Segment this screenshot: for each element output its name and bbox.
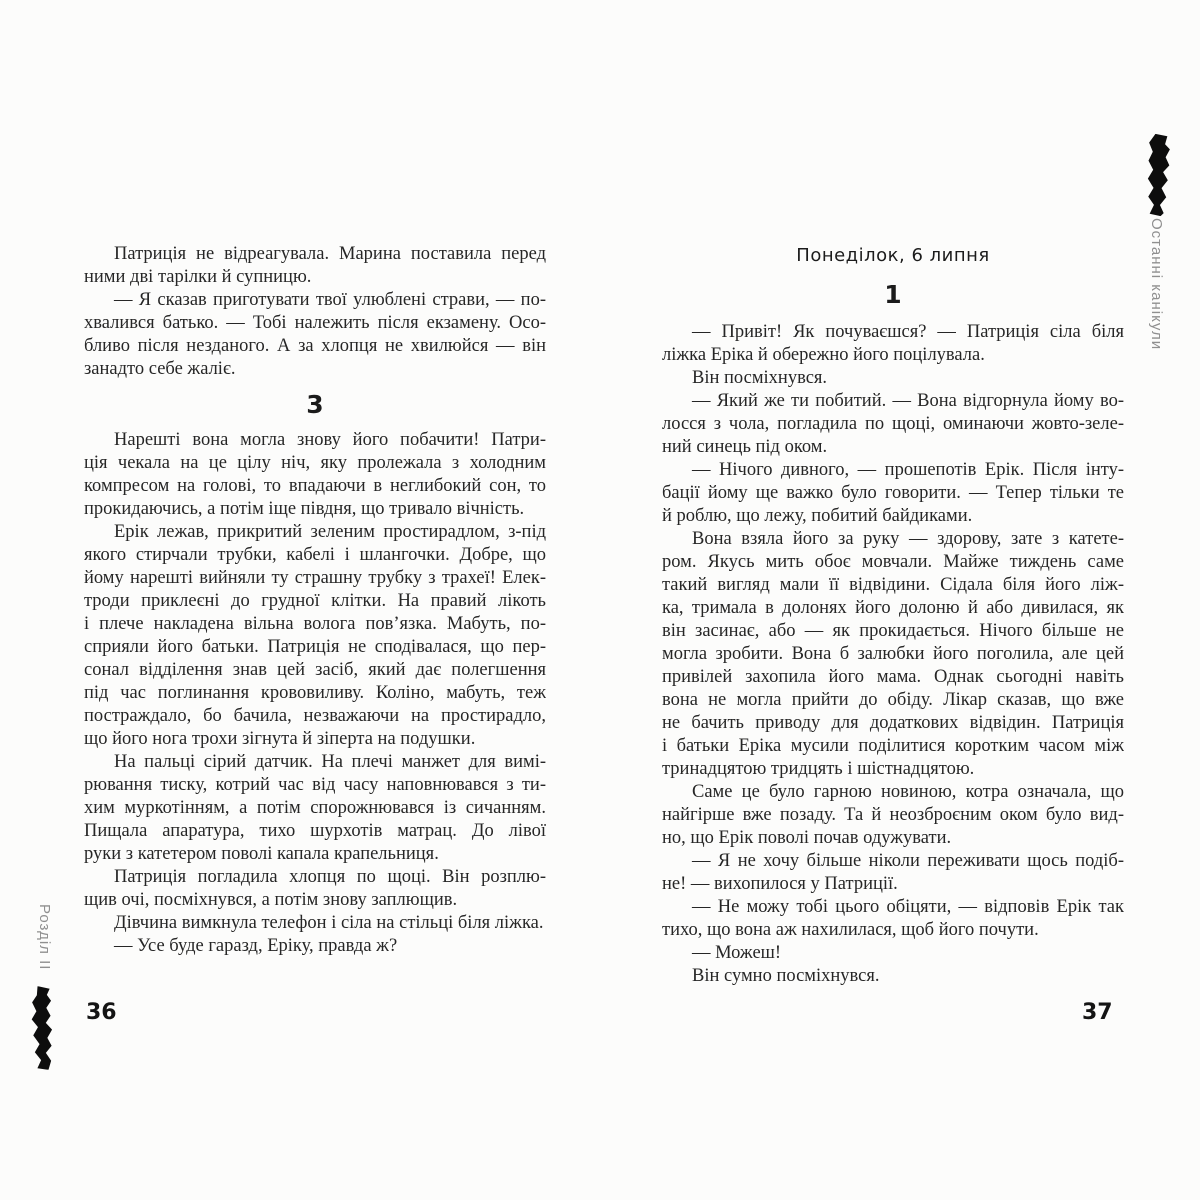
right-page-text-column bbox=[662, 243, 1124, 988]
text-line: Вона взяла його за руку — здорову, зате з катете- bbox=[692, 529, 1124, 549]
text-line: такий вигляд мали її відвідини. Сідала біля його ліж- bbox=[662, 575, 1124, 595]
text-line: — Привіт! Як почуваєшся? — Патриція сіла біля bbox=[692, 322, 1124, 342]
text-line: ліжка Еріка й обережно його поцілувала. bbox=[662, 345, 985, 365]
text-line: — Усе буде гаразд, Еріку, правда ж? bbox=[114, 936, 398, 956]
text-line: щив очі, посміхнувся, а потім знову заплющив. bbox=[84, 890, 458, 910]
text-line: і плече накладена вільна волога пов’язка. Мабуть, по- bbox=[84, 614, 546, 634]
text-line: привілей захопила його мама. Однак сьогодні навіть bbox=[662, 667, 1124, 687]
text-line: вона не могла прийти до обіду. Лікар сказав, що вже bbox=[662, 690, 1124, 710]
text-line: руки з катетером поволі капала крапельниця. bbox=[84, 844, 439, 864]
text-line: компресом на голові, то впадаючи в неглибокий сон, то bbox=[84, 476, 546, 496]
paragraph bbox=[84, 429, 546, 521]
text-line: тринадцятою тридцять і шістнадцятою. bbox=[662, 759, 975, 779]
left-margin-chapter-label: Розділ II bbox=[36, 904, 53, 971]
right-edge-ink-mark bbox=[1145, 134, 1174, 217]
paragraph bbox=[662, 390, 1124, 459]
left-page-number: 36 bbox=[86, 1000, 117, 1025]
paragraph bbox=[662, 896, 1124, 942]
text-line: якого стирчали трубки, кабелі і шлангочки. Добре, що bbox=[84, 545, 546, 565]
paragraph bbox=[662, 965, 1124, 988]
date-header: Понеділок, 6 липня bbox=[796, 245, 990, 266]
text-line: Ерік лежав, прикритий зеленим простирадлом, з-під bbox=[114, 522, 546, 542]
text-line: — Я не хочу більше ніколи переживати щось подіб- bbox=[692, 851, 1124, 871]
text-line: не бачить приводу для додаткових відвідин. Патриція bbox=[662, 713, 1124, 733]
text-line: постраждало, бо бачила, незважаючи на простирадло, bbox=[84, 706, 546, 726]
text-line: ними дві тарілки й супницю. bbox=[84, 267, 312, 287]
paragraph bbox=[662, 459, 1124, 528]
text-line: сприяли його батьки. Патриція не сподівалася, що пер- bbox=[84, 637, 546, 657]
right-margin-book-title-label: Останні канікули bbox=[1148, 218, 1165, 351]
text-line: хвалився батько. — Тобі належить після екзамену. Осо- bbox=[84, 313, 546, 333]
left-page-text-column bbox=[84, 243, 546, 958]
text-line: бливо після незданого. А за хлопця не хвилюйся — він bbox=[84, 336, 546, 356]
text-line: Нарешті вона могла знову його побачити! Патри- bbox=[114, 430, 546, 450]
text-line: занадто себе жаліє. bbox=[84, 359, 236, 379]
text-line: — Який же ти побитий. — Вона відгорнула йому во- bbox=[692, 391, 1124, 411]
text-line: лосся з чола, погладила по щоці, оминаючи жовто-зеле- bbox=[662, 414, 1124, 434]
paragraph bbox=[662, 528, 1124, 781]
paragraph bbox=[84, 521, 546, 751]
text-line: ний синець під оком. bbox=[662, 437, 828, 457]
text-line: могла зробити. Вона б залюбки його поголила, але цей bbox=[662, 644, 1124, 664]
text-line: троди приклеєні до грудної клітки. На правий лікоть bbox=[84, 591, 546, 611]
text-line: йому нарешті вийняли ту страшну трубку з трахеї! Елек- bbox=[84, 568, 546, 588]
paragraph bbox=[84, 289, 546, 381]
section-number: 3 bbox=[306, 390, 324, 419]
paragraph bbox=[662, 781, 1124, 850]
text-line: під час поглинання крововиливу. Коліно, мабуть, теж bbox=[84, 683, 546, 703]
text-line: він засинає, або — як прокидається. Нічого більше не bbox=[662, 621, 1124, 641]
text-line: — Я сказав приготувати твої улюблені страви, — по- bbox=[114, 290, 546, 310]
paragraph bbox=[662, 367, 1124, 390]
paragraph bbox=[84, 935, 546, 958]
paragraph bbox=[662, 321, 1124, 367]
left-edge-ink-mark bbox=[29, 986, 58, 1071]
text-line: сонал відділення знав цей засіб, який дає полегшення bbox=[84, 660, 546, 680]
text-line: не! — вихопилося у Патриції. bbox=[662, 874, 898, 894]
text-line: Дівчина вимкнула телефон і сіла на стільці біля ліжка. bbox=[114, 913, 544, 933]
text-line: Він посміхнувся. bbox=[692, 368, 828, 388]
text-line: Саме це було гарною новиною, котра означала, що bbox=[692, 782, 1124, 802]
section-number: 1 bbox=[884, 280, 902, 309]
text-line: На пальці сірий датчик. На плечі манжет для вимі- bbox=[114, 752, 546, 772]
text-line: найгірше вже позаду. Та й неозброєним оком було вид- bbox=[662, 805, 1124, 825]
text-line: прокидаючись, а потім іще півдня, що тривало вічність. bbox=[84, 499, 525, 519]
text-line: що його нога трохи зігнута й зіперта на подушки. bbox=[84, 729, 476, 749]
text-line: ром. Якусь мить обоє мовчали. Майже тиждень саме bbox=[662, 552, 1124, 572]
paragraph bbox=[84, 243, 546, 289]
text-line: Він сумно посміхнувся. bbox=[692, 966, 880, 986]
text-line: — Нічого дивного, — прошепотів Ерік. Після інту- bbox=[692, 460, 1124, 480]
text-line: ція чекала на це цілу ніч, яку пролежала з холодним bbox=[84, 453, 546, 473]
text-line: рювання тиску, котрий час від часу наповнювався з ти- bbox=[84, 775, 546, 795]
text-line: бації йому ще важко було говорити. — Тепер тільки те bbox=[662, 483, 1124, 503]
paragraph bbox=[84, 912, 546, 935]
text-line: і батьки Еріка мусили поділитися коротким часом між bbox=[662, 736, 1124, 756]
text-line: — Можеш! bbox=[692, 943, 782, 963]
text-line: Патриція погладила хлопця по щоці. Він розплю- bbox=[114, 867, 546, 887]
text-line: хим муркотінням, а потім спорожнювався із сичанням. bbox=[84, 798, 546, 818]
text-line: Патриція не відреагувала. Марина поставила перед bbox=[114, 244, 546, 264]
text-line: ка, тримала в долонях його долоню й або дивилася, як bbox=[662, 598, 1124, 618]
paragraph bbox=[84, 751, 546, 866]
text-line: но, що Ерік поволі почав одужувати. bbox=[662, 828, 952, 848]
text-line: — Не можу тобі цього обіцяти, — відповів Ерік так bbox=[692, 897, 1124, 917]
right-page-number: 37 bbox=[1082, 1000, 1113, 1025]
text-line: тихо, що вона аж нахилилася, щоб його почути. bbox=[662, 920, 1039, 940]
paragraph bbox=[662, 942, 1124, 965]
text-line: й роблю, що лежу, побитий байдиками. bbox=[662, 506, 973, 526]
paragraph bbox=[662, 850, 1124, 896]
paragraph bbox=[84, 866, 546, 912]
text-line: Пищала апаратура, тихо шурхотів матрац. До лівої bbox=[84, 821, 546, 841]
